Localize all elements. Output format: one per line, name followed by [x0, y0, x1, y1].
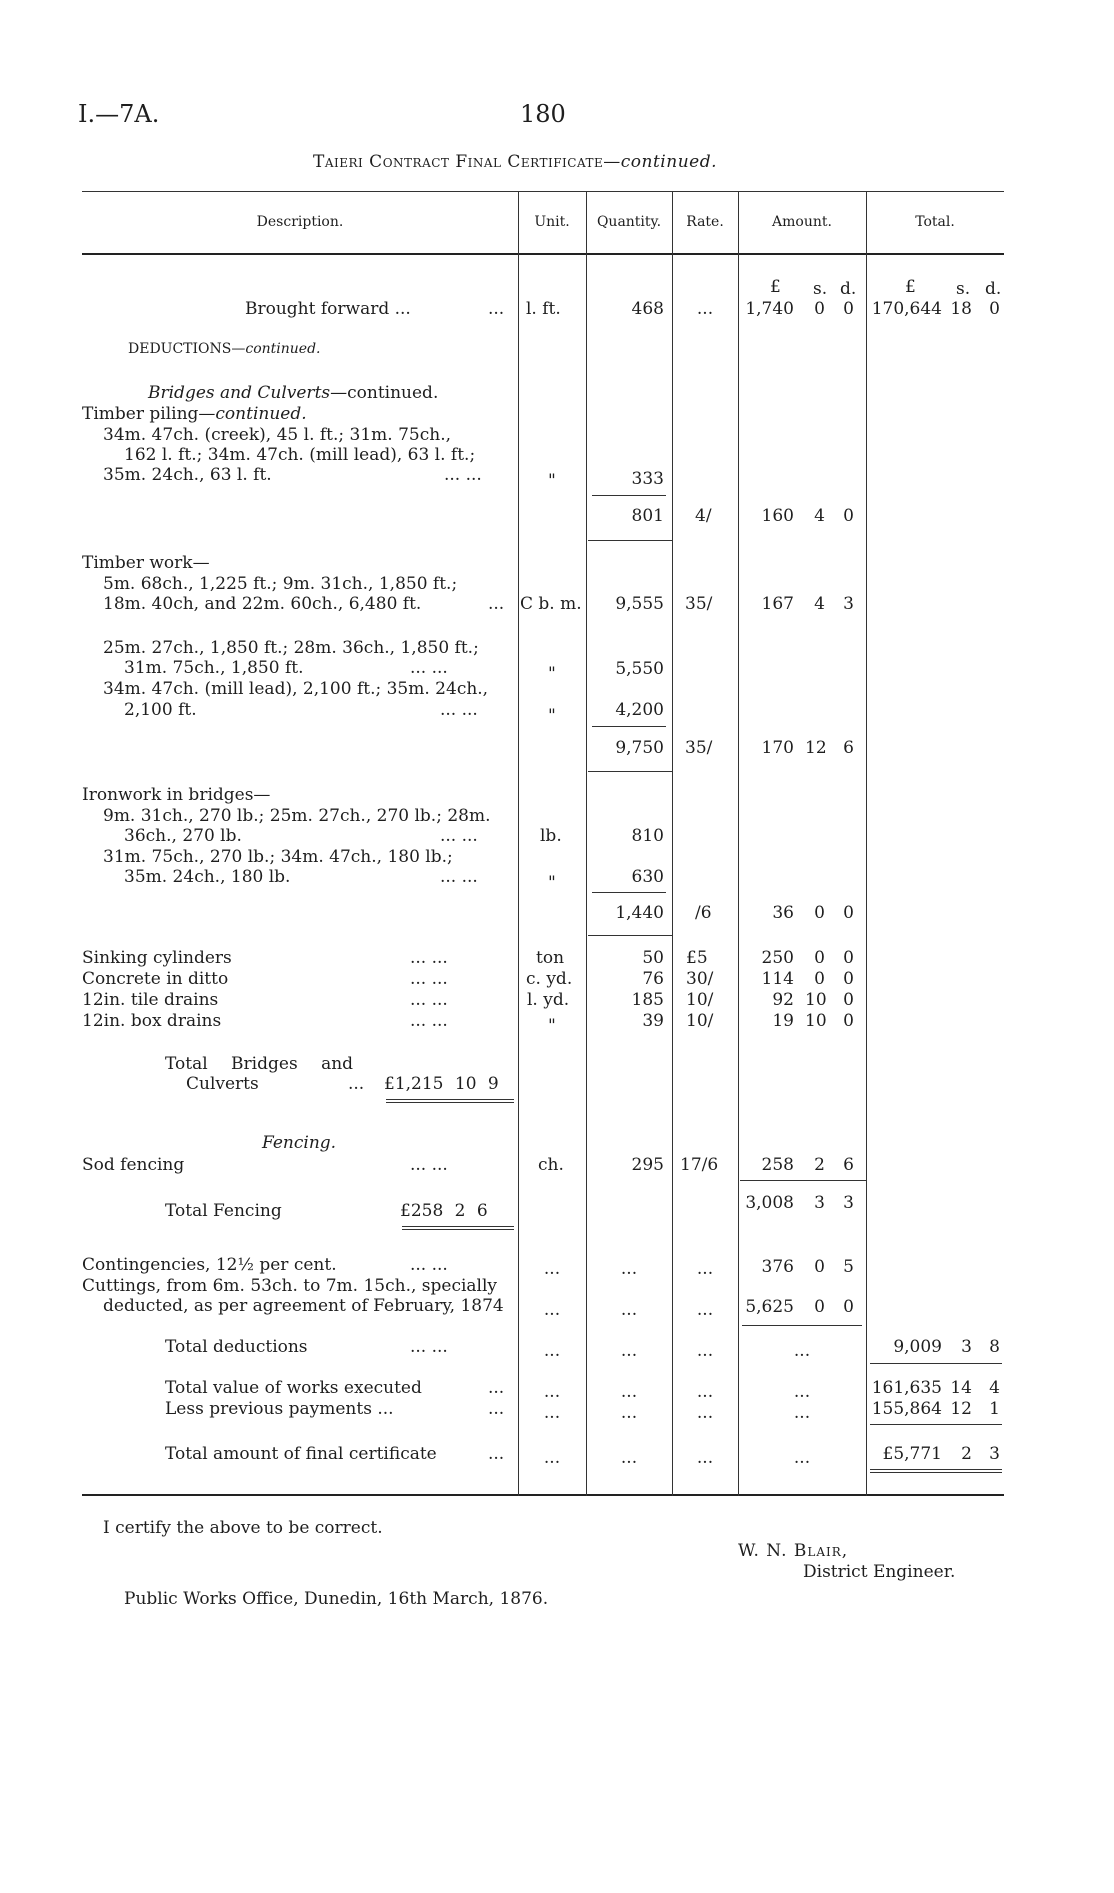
total-value-qty: ...: [620, 1382, 638, 1402]
total-value-rate: ...: [696, 1382, 714, 1402]
ironwork-qty-2: 630: [631, 867, 664, 887]
timberwork2-amt-l: 170: [761, 738, 794, 758]
page-number: 180: [520, 100, 566, 128]
timberwork-amt-s: 4: [814, 594, 825, 614]
item-dots: ... ...: [410, 1011, 448, 1031]
item-rate: 30/: [686, 969, 714, 989]
item-amt-s: 0: [814, 969, 825, 989]
bridges-label: Bridges and Culverts—: [148, 383, 348, 403]
total-s-header: s.: [956, 279, 971, 299]
col-rule-total: [866, 191, 867, 1496]
timberwork2-line-1: 25m. 27ch., 1,850 ft.; 28m. 36ch., 1,850 ft.;: [103, 638, 479, 658]
brought-forward-rate: ...: [696, 299, 714, 319]
amount-d-header: d.: [840, 279, 857, 299]
ironwork-rate: /6: [695, 903, 712, 923]
total-value-dots: ...: [488, 1378, 505, 1398]
item-qty: 50: [642, 948, 664, 968]
bridges-continued: continued.: [347, 383, 439, 403]
piling-sum: 801: [631, 506, 664, 526]
total-value-label: Total value of works executed: [165, 1378, 422, 1398]
final-qty: ...: [620, 1448, 638, 1468]
col-quantity: Quantity.: [596, 214, 662, 230]
item-unit: ton: [536, 948, 565, 968]
piling-amt-d: 0: [843, 506, 854, 526]
item-dots: ... ...: [410, 990, 448, 1010]
fencing-amt-s: 2: [814, 1155, 825, 1175]
col-rate: Rate.: [686, 214, 724, 230]
total-value-amt: ...: [793, 1382, 811, 1402]
timberwork-label: Timber work—: [82, 553, 210, 573]
timberwork-amt-l: 167: [761, 594, 794, 614]
ironwork-unit-2: ": [548, 873, 556, 893]
timberwork-amt-d: 3: [843, 594, 854, 614]
ironwork-amt-l: 36: [772, 903, 794, 923]
total-d-header: d.: [985, 279, 1002, 299]
final-rate: ...: [696, 1448, 714, 1468]
item-dots: ... ...: [410, 948, 448, 968]
item-amt-d: 0: [843, 948, 854, 968]
piling-sum-rule: [592, 495, 666, 496]
total-deductions-rule: [870, 1363, 1002, 1364]
item-amt-l: 114: [761, 969, 794, 989]
contingencies-amt-s: 0: [814, 1257, 825, 1277]
timberwork2-rate: 35/: [685, 738, 713, 758]
brought-forward-qty: 468: [631, 299, 664, 319]
fencing-dots: ... ...: [410, 1155, 448, 1175]
contingencies-unit: ...: [543, 1259, 561, 1279]
item-amt-l: 92: [772, 990, 794, 1010]
contingencies-label: Contingencies, 12½ per cent.: [82, 1255, 337, 1275]
item-amt-s: 0: [814, 948, 825, 968]
timberwork2-amt-s: 12: [805, 738, 827, 758]
brought-forward-tot-s: 18: [950, 299, 972, 319]
timberwork2-dots-1: ... ...: [410, 658, 448, 678]
total-pound-sign: £: [905, 277, 916, 297]
brought-forward-tot-l: 170,644: [871, 299, 942, 319]
total-value-unit: ...: [543, 1382, 561, 1402]
timberwork2-dots-2: ... ...: [440, 700, 478, 720]
total-fencing-rule-2: [402, 1229, 514, 1230]
brought-forward-amt-l: 1,740: [745, 299, 794, 319]
cuttings-amt-rule: [742, 1325, 862, 1326]
item-amt-l: 19: [772, 1011, 794, 1031]
piling-amt-l: 160: [761, 506, 794, 526]
timberwork-qty: 9,555: [615, 594, 664, 614]
item-rate: £5: [686, 948, 708, 968]
timberwork2-sum-rule: [592, 726, 666, 727]
ironwork-line-3: 31m. 75ch., 270 lb.; 34m. 47ch., 180 lb.;: [103, 847, 453, 867]
ironwork-amt-d: 0: [843, 903, 854, 923]
timberwork2-line-3: 34m. 47ch. (mill lead), 2,100 ft.; 35m. 24ch.,: [103, 679, 489, 699]
brought-forward-amt-d: 0: [843, 299, 854, 319]
total-bridges-label-1: Total Bridges and: [165, 1054, 354, 1074]
fencing-heading: Fencing.: [262, 1133, 337, 1153]
title-continued: continued.: [620, 152, 717, 172]
fencing-qty: 295: [631, 1155, 664, 1175]
total-deductions-tot-l: 9,009: [893, 1337, 942, 1357]
final-rule-1: [870, 1469, 1002, 1470]
item-qty: 39: [642, 1011, 664, 1031]
piling-label: Timber piling—: [82, 404, 216, 424]
bridges-heading: [148, 383, 438, 403]
ironwork-unit-1: lb.: [540, 826, 562, 846]
signer-name: [738, 1541, 848, 1561]
title-text: Taieri Contract Final Certificate—: [313, 152, 621, 172]
item-amt-d: 0: [843, 1011, 854, 1031]
less-previous-tot-l: 155,864: [871, 1399, 942, 1419]
cuttings-unit: ...: [543, 1300, 561, 1320]
less-previous-tot-s: 12: [950, 1399, 972, 1419]
timberwork2-qty-2: 4,200: [615, 700, 664, 720]
cuttings-amt-s: 0: [814, 1297, 825, 1317]
timberwork2-unit-2: ": [548, 706, 556, 726]
final-tot-s: 2: [961, 1444, 972, 1464]
less-previous-unit: ...: [543, 1403, 561, 1423]
col-total: Total.: [915, 214, 955, 230]
ironwork-label: Ironwork in bridges—: [82, 785, 271, 805]
item-unit: l. yd.: [527, 990, 570, 1010]
ironwork-line-4: 35m. 24ch., 180 lb.: [124, 867, 291, 887]
contingencies-amt-d: 5: [843, 1257, 854, 1277]
less-previous-rate: ...: [696, 1403, 714, 1423]
timberwork-line-1: 5m. 68ch., 1,225 ft.; 9m. 31ch., 1,850 ft.;: [103, 574, 458, 594]
total-deductions-qty: ...: [620, 1341, 638, 1361]
item-label: Sinking cylinders: [82, 948, 232, 968]
final-dots: ...: [488, 1444, 505, 1464]
timberwork-unit: C b. m.: [520, 594, 582, 614]
item-amt-l: 250: [761, 948, 794, 968]
contingencies-qty: ...: [620, 1259, 638, 1279]
less-previous-amt: ...: [793, 1403, 811, 1423]
timberwork2-amt-d: 6: [843, 738, 854, 758]
final-label: Total amount of final certificate: [165, 1444, 437, 1464]
total-bridges-rule-2: [386, 1102, 514, 1103]
brought-forward-tot-d: 0: [989, 299, 1000, 319]
piling-dots: ... ...: [444, 465, 482, 485]
total-value-tot-l: 161,635: [871, 1378, 942, 1398]
less-previous-tot-d: 1: [989, 1399, 1000, 1419]
fencing-subtotal-s: 3: [814, 1193, 825, 1213]
brought-forward-amt-s: 0: [814, 299, 825, 319]
total-deductions-rate: ...: [696, 1341, 714, 1361]
timberwork2-unit-1: ": [548, 664, 556, 684]
cuttings-amt-d: 0: [843, 1297, 854, 1317]
total-value-tot-s: 14: [950, 1378, 972, 1398]
total-bridges-label-2: Culverts: [186, 1074, 259, 1094]
ironwork-line-2: 36ch., 270 lb.: [124, 826, 242, 846]
ironwork-amt-s: 0: [814, 903, 825, 923]
brought-forward-label: Brought forward ...: [245, 299, 411, 319]
col-unit: Unit.: [534, 214, 570, 230]
fencing-rate: 17/6: [680, 1155, 719, 1175]
total-deductions-tot-s: 3: [961, 1337, 972, 1357]
fencing-amt-l: 258: [761, 1155, 794, 1175]
deductions-continued: continued.: [245, 341, 321, 357]
item-rate: 10/: [686, 990, 714, 1010]
total-fencing-label: Total Fencing: [165, 1201, 282, 1221]
fencing-subtotal-l: 3,008: [745, 1193, 794, 1213]
deductions-heading: [128, 341, 321, 357]
signer-name-text: W. N. Blair,: [738, 1541, 849, 1561]
item-unit: ": [548, 1016, 556, 1036]
piling-line-2: 162 l. ft.; 34m. 47ch. (mill lead), 63 l. ft.;: [124, 445, 476, 465]
final-amt: ...: [793, 1448, 811, 1468]
fencing-subtotal-d: 3: [843, 1193, 854, 1213]
cuttings-amt-l: 5,625: [745, 1297, 794, 1317]
fencing-label: Sod fencing: [82, 1155, 185, 1175]
item-qty: 185: [631, 990, 664, 1010]
timberwork-line-2: 18m. 40ch, and 22m. 60ch., 6,480 ft.: [103, 594, 422, 614]
signer-title: District Engineer.: [803, 1562, 956, 1582]
fencing-amt-d: 6: [843, 1155, 854, 1175]
final-tot-d: 3: [989, 1444, 1000, 1464]
item-label: 12in. tile drains: [82, 990, 219, 1010]
piling-heading: [82, 404, 307, 424]
less-previous-label: Less previous payments ...: [165, 1399, 394, 1419]
timberwork2-line-4: 2,100 ft.: [124, 700, 197, 720]
total-bridges-dots: ...: [348, 1074, 365, 1094]
total-deductions-dots: ... ...: [410, 1337, 448, 1357]
timberwork2-line-2: 31m. 75ch., 1,850 ft.: [124, 658, 304, 678]
office-date: Public Works Office, Dunedin, 16th March, 1876.: [124, 1589, 549, 1609]
col-rule-amount: [738, 191, 739, 1496]
total-deductions-label: Total deductions: [165, 1337, 308, 1357]
certify-text: I certify the above to be correct.: [103, 1518, 383, 1538]
total-deductions-unit: ...: [543, 1341, 561, 1361]
piling-unit: ": [548, 471, 556, 491]
final-unit: ...: [543, 1448, 561, 1468]
ironwork-end-rule: [588, 935, 672, 936]
col-description: Description.: [256, 214, 344, 230]
total-deductions-tot-d: 8: [989, 1337, 1000, 1357]
cuttings-qty: ...: [620, 1300, 638, 1320]
brought-forward-dots: ...: [488, 299, 505, 319]
piling-line-3: 35m. 24ch., 63 l. ft.: [103, 465, 272, 485]
item-rate: 10/: [686, 1011, 714, 1031]
item-label: 12in. box drains: [82, 1011, 222, 1031]
item-amt-s: 10: [805, 1011, 827, 1031]
total-bridges-value: £1,215 10 9: [384, 1074, 499, 1094]
piling-amt-s: 4: [814, 506, 825, 526]
cuttings-line-2: deducted, as per agreement of February, 1874: [103, 1296, 504, 1316]
item-label: Concrete in ditto: [82, 969, 229, 989]
ironwork-qty-1: 810: [631, 826, 664, 846]
cuttings-line-1: Cuttings, from 6m. 53ch. to 7m. 15ch., specially: [82, 1276, 498, 1296]
fencing-amt-rule: [740, 1180, 866, 1181]
timberwork2-sum: 9,750: [615, 738, 664, 758]
less-previous-rule: [870, 1424, 1002, 1425]
item-amt-s: 10: [805, 990, 827, 1010]
total-fencing-value: £258 2 6: [400, 1201, 488, 1221]
item-amt-d: 0: [843, 990, 854, 1010]
contingencies-rate: ...: [696, 1259, 714, 1279]
ironwork-sum-rule: [592, 892, 666, 893]
piling-continued: continued.: [215, 404, 307, 424]
col-amount: Amount.: [772, 214, 832, 230]
item-qty: 76: [642, 969, 664, 989]
total-bridges-rule-1: [386, 1099, 514, 1100]
deductions-label: DEDUCTIONS—: [128, 341, 246, 357]
total-fencing-rule-1: [402, 1226, 514, 1227]
timberwork-rate: 35/: [685, 594, 713, 614]
timberwork2-end-rule: [588, 771, 672, 772]
amount-s-header: s.: [813, 279, 828, 299]
contingencies-dots: ... ...: [410, 1255, 448, 1275]
fencing-unit: ch.: [538, 1155, 564, 1175]
total-deductions-amt: ...: [793, 1341, 811, 1361]
amount-pound-sign: £: [770, 277, 781, 297]
total-value-tot-d: 4: [989, 1378, 1000, 1398]
ironwork-dots-1: ... ...: [440, 826, 478, 846]
item-dots: ... ...: [410, 969, 448, 989]
timberwork2-qty-1: 5,550: [615, 659, 664, 679]
brought-forward-unit: l. ft.: [526, 299, 561, 319]
item-amt-d: 0: [843, 969, 854, 989]
final-rule-2: [870, 1472, 1002, 1473]
ironwork-line-1: 9m. 31ch., 270 lb.; 25m. 27ch., 270 lb.; 28m.: [103, 806, 491, 826]
timberwork-dots: ...: [488, 594, 505, 614]
ironwork-sum: 1,440: [615, 903, 664, 923]
final-tot-l: £5,771: [882, 1444, 942, 1464]
page-ref: I.—7A.: [78, 100, 160, 128]
piling-qty: 333: [631, 469, 664, 489]
less-previous-qty: ...: [620, 1403, 638, 1423]
page-title: [313, 152, 717, 172]
piling-end-rule: [588, 540, 672, 541]
piling-rate: 4/: [695, 506, 712, 526]
item-unit: c. yd.: [526, 969, 573, 989]
piling-line-1: 34m. 47ch. (creek), 45 l. ft.; 31m. 75ch.,: [103, 425, 452, 445]
ironwork-dots-2: ... ...: [440, 867, 478, 887]
less-previous-dots: ...: [488, 1399, 505, 1419]
contingencies-amt-l: 376: [761, 1257, 794, 1277]
cuttings-rate: ...: [696, 1300, 714, 1320]
